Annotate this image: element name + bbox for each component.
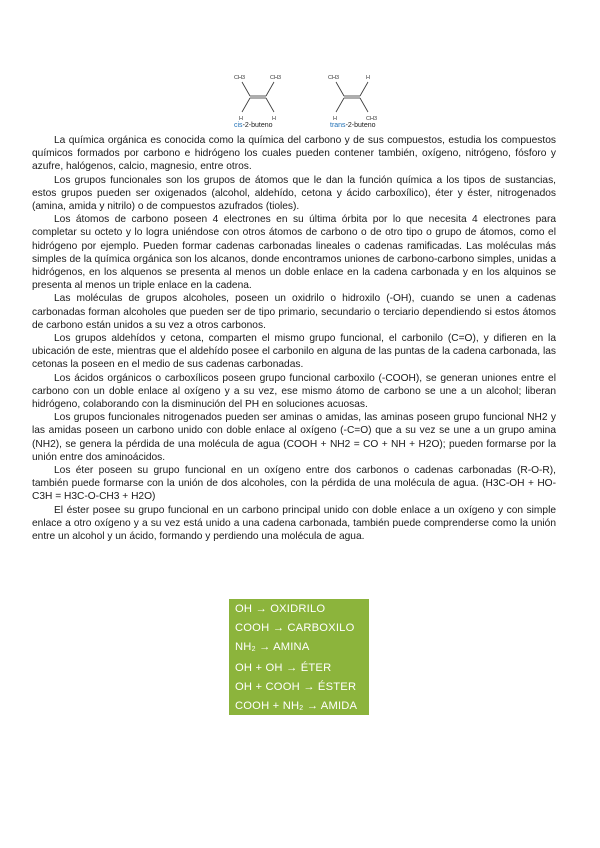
trans-2-butene-structure	[336, 82, 368, 112]
summary-line-eter	[235, 659, 369, 678]
summary-line-amida	[235, 697, 369, 718]
summary-group-name: ÉSTER	[317, 681, 357, 693]
summary-formula: OH + COOH	[235, 681, 300, 693]
cis-top-right-label: CH3	[270, 75, 282, 81]
paragraph: El éster posee su grupo funcional en un carbono principal unido con doble enlace a un oxígeno y con simple enlace a otro oxígeno y a su vez está unido a una cadena carbonada, también puede comprenderse como la unión entre un alcohol y un ácido, formando y perdiendo una molécula de agua.	[32, 504, 556, 543]
paragraph: Los grupos funcionales nitrogenados pueden ser aminas o amidas, las aminas poseen grupo funcional NH2 y las amidas poseen un carbono unido con doble enlace al oxígeno (-C=O) que a su vez se une a un grupo amina (NH2), se genera la pérdida de una molécula de agua (COOH + NH2 = CO + NH + H2O); pueden formarse por la unión entre dos aminoácidos.	[32, 412, 556, 463]
trans-top-right-label: H	[366, 75, 370, 81]
summary-formula: OH + OH	[235, 662, 283, 674]
arrow-icon: →	[258, 641, 271, 653]
paragraph: Las moléculas de grupos alcoholes, poseen un oxidrilo o hidroxilo (-OH), cuando se unen a cadenas carbonadas forman alcoholes que pueden ser de tipo primario, secundario o terciario dependiendo si estos átomos de carbono están unidos a su vez a otros carbonos.	[32, 293, 556, 331]
arrow-icon: →	[272, 622, 285, 634]
paragraph: Los grupos aldehídos y cetona, comparten el mismo grupo funcional, el carbonilo (C=O), y difieren en la ubicación de este, mientras que el aldehído posee el carbonilo en alguna de las puntas de la cadena carbonada, las cetonas la poseen en el medio de sus cadenas carbonadas.	[32, 333, 556, 371]
subscript: 2	[299, 705, 304, 712]
arrow-icon: →	[306, 700, 319, 712]
summary-line-carboxilo	[235, 619, 369, 638]
summary-line-oxidrilo	[235, 600, 369, 619]
body-text	[32, 134, 556, 543]
summary-group-name: ÉTER	[300, 662, 332, 674]
summary-formula: COOH	[235, 622, 270, 634]
trans-prefix: trans	[330, 122, 346, 129]
summary-formula: OH	[235, 603, 253, 615]
summary-group-name: CARBOXILO	[287, 622, 355, 634]
cis-name: -2-buteno	[242, 122, 273, 129]
trans-top-left-label: CH3	[328, 75, 340, 81]
paragraph: Los ácidos orgánicos o carboxílicos poseen grupo funcional carboxilo (-COOH), se generan uniones entre el carbono con un doble enlace al oxígeno y a su vez, ese mismo átomo de carbono se une a un alcohol; liberan hidrógeno, colaborando con la disminución del PH en soluciones acuosas.	[32, 372, 556, 411]
summary-formula: COOH + NH	[235, 700, 300, 712]
summary-line-ester	[235, 678, 369, 697]
paragraph: La química orgánica es conocida como la química del carbono y de sus compuestos, estudia los compuestos químicos formados por carbono e hidrógeno los cuales pueden contener también, oxígeno, nitrógeno, fósforo y azufre, halógenos, calcio, magnesio, entre otros.	[32, 135, 556, 173]
paragraph: Los grupos funcionales son los grupos de átomos que le dan la función química a los tipos de sustancias, estos grupos pueden ser oxigenados (alcohol, aldehído, cetona y ácido carboxílico), éter y éster, nitrogenados (amina, amida y nitrilo) o de compuestos azufrados (tioles).	[32, 174, 556, 213]
cis-bottom-left-label: H	[239, 116, 243, 122]
butene-structures	[224, 68, 404, 124]
arrow-icon: →	[303, 681, 315, 693]
cis-bottom-right-label: H	[272, 116, 276, 122]
cis-prefix: cis	[234, 122, 243, 129]
trans-bottom-right-label: CH3	[366, 116, 378, 122]
trans-bottom-left-label: H	[333, 116, 337, 122]
subscript: 2	[251, 646, 256, 653]
trans-2-butene-caption	[330, 122, 376, 129]
cis-2-butene-structure	[242, 82, 274, 112]
paragraph: Los átomos de carbono poseen 4 electrones en su última órbita por lo que necesita 4 electrones para completar su octeto y lo logra uniéndose con otros átomos de carbono o de otro tipo o grupo de átomos, como el hidrógeno por ejemplo. Pueden formar cadenas carbonadas lineales o cadenas ramificadas. Las moléculas más simples de la química orgánica son los alcanos, donde encontramos uniones de carbono-carbono simples, unidas a hidrógenos, en los alquenos se presenta al menos un doble enlace en la cadena carbonada y en los alquinos se presenta al menos un triple enlace en la cadena.	[32, 214, 556, 292]
summary-group-name: AMINA	[273, 641, 310, 653]
arrow-icon: →	[255, 603, 267, 615]
summary-group-name: OXIDRILO	[270, 603, 326, 615]
summary-formula: NH	[235, 641, 252, 653]
arrow-icon: →	[286, 662, 298, 674]
trans-name: -2-buteno	[345, 122, 376, 129]
summary-line-amina	[235, 638, 369, 659]
paragraph: Los éter poseen su grupo funcional en un oxígeno entre dos carbonos o cadenas carbonadas (R-O-R), también puede formarse con la unión de dos alcoholes, con la pérdida de una molécula de agua. (H3C-OH + HO-C3H = H3C-O-CH3 + H2O)	[32, 465, 556, 503]
functional-groups-summary-box	[229, 599, 369, 715]
cis-2-butene-caption	[234, 122, 273, 129]
summary-group-name: AMIDA	[320, 700, 358, 712]
cis-top-left-label: CH3	[234, 75, 246, 81]
